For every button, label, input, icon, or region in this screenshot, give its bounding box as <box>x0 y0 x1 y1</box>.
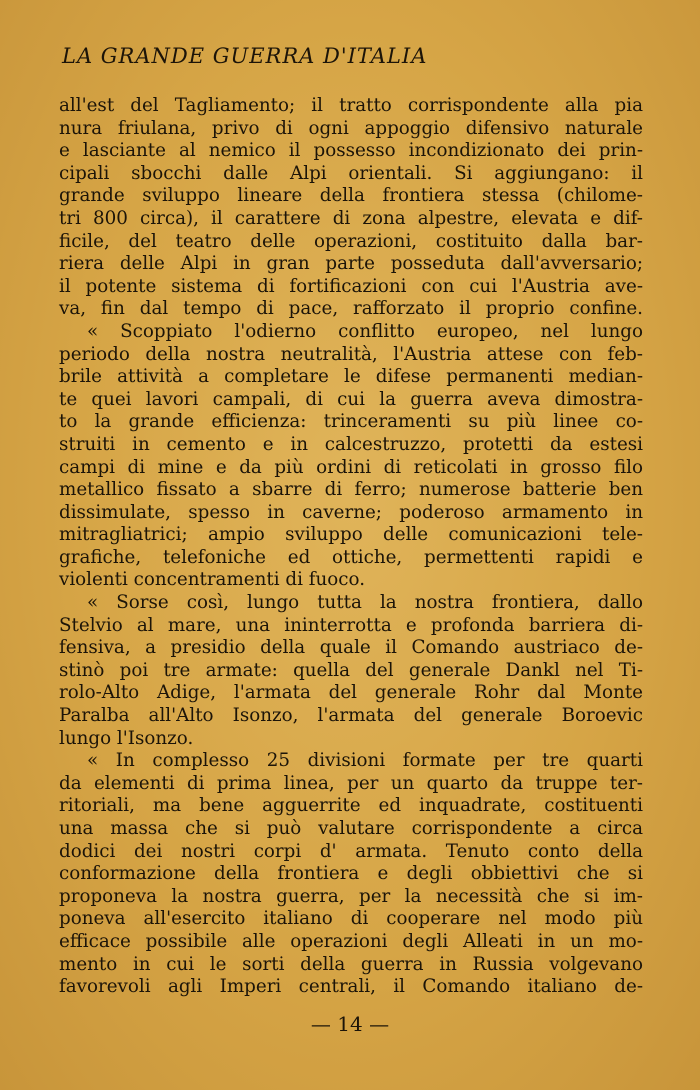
text-line: Paralba all'Alto Isonzo, l'armata del generale Boroevic <box>59 705 643 727</box>
text-line: « In complesso 25 divisioni formate per tre quarti <box>87 750 643 772</box>
text-line: cipali sbocchi dalle Alpi orientali. Si aggiungano: il <box>59 162 643 184</box>
text-line: grande sviluppo lineare della frontiera stessa (chilome- <box>59 185 643 207</box>
text-line: dissimulate, spesso in caverne; poderoso armamento in <box>59 501 643 523</box>
text-line: favorevoli agli Imperi centrali, il Comando italiano de- <box>59 976 643 998</box>
text-line: te quei lavori campali, di cui la guerra aveva dimostra- <box>59 388 643 410</box>
text-line: struiti in cemento e in calcestruzzo, protetti da estesi <box>59 433 643 455</box>
text-line: ficile, del teatro delle operazioni, costituito dalla bar- <box>59 230 643 252</box>
text-line: dodici dei nostri corpi d' armata. Tenuto conto della <box>59 840 643 862</box>
text-line: stinò poi tre armate: quella del generale Dankl nel Ti- <box>59 659 643 681</box>
text-line: proponeva la nostra guerra, per la necessità che si im- <box>59 885 643 907</box>
text-line: grafiche, telefoniche ed ottiche, permettenti rapidi e <box>59 546 643 568</box>
text-line: conformazione della frontiera e degli obbiettivi che si <box>59 863 643 885</box>
text-line: rolo-Alto Adige, l'armata del generale Rohr dal Monte <box>59 682 643 704</box>
text-line: lungo l'Isonzo. <box>59 727 194 749</box>
text-line: fensiva, a presidio della quale il Comando austriaco de- <box>59 637 643 659</box>
running-title: LA GRANDE GUERRA D'ITALIA <box>62 44 428 68</box>
body-text <box>59 95 643 999</box>
text-line: Stelvio al mare, una ininterrotta e profonda barriera di- <box>59 614 643 636</box>
text-line: to la grande efficienza: trinceramenti su più linee co- <box>59 411 643 433</box>
text-line: da elementi di prima linea, per un quarto da truppe ter- <box>59 772 643 794</box>
text-line: brile attività a completare le difese permanenti median- <box>59 366 643 388</box>
text-line: periodo della nostra neutralità, l'Austria attese con feb- <box>59 343 643 365</box>
text-line: violenti concentramenti di fuoco. <box>59 569 366 591</box>
text-line: « Scoppiato l'odierno conflitto europeo, nel lungo <box>87 320 643 342</box>
text-line: mitragliatrici; ampio sviluppo delle comunicazioni tele- <box>59 524 643 546</box>
text-line: campi di mine e da più ordini di reticolati in grosso filo <box>59 456 643 478</box>
text-line: e lasciante al nemico il possesso incondizionato dei prin- <box>59 140 643 162</box>
page-number: — 14 — <box>310 1012 390 1036</box>
text-line: mento in cui le sorti della guerra in Russia volgevano <box>59 953 643 975</box>
text-line: tri 800 circa), il carattere di zona alpestre, elevata e dif- <box>59 207 643 229</box>
text-line: all'est del Tagliamento; il tratto corrispondente alla pia <box>59 95 643 116</box>
text-line: una massa che si può valutare corrispondente a circa <box>59 818 643 839</box>
text-line: riera delle Alpi in gran parte posseduta dall'avversario; <box>59 253 643 275</box>
text-line: ritoriali, ma bene agguerrite ed inquadrate, costituenti <box>59 795 643 817</box>
text-line: va, fin dal tempo di pace, rafforzato il proprio confine. <box>59 298 643 320</box>
text-line: il potente sistema di fortificazioni con cui l'Austria ave- <box>59 275 643 297</box>
text-line: poneva all'esercito italiano di cooperare nel modo più <box>59 908 643 930</box>
text-line: metallico fissato a sbarre di ferro; numerose batterie ben <box>59 479 643 501</box>
text-line: nura friulana, privo di ogni appoggio difensivo naturale <box>59 117 643 139</box>
text-line: « Sorse così, lungo tutta la nostra frontiera, dallo <box>87 592 643 614</box>
text-line: efficace possibile alle operazioni degli Alleati in un mo- <box>59 930 643 952</box>
